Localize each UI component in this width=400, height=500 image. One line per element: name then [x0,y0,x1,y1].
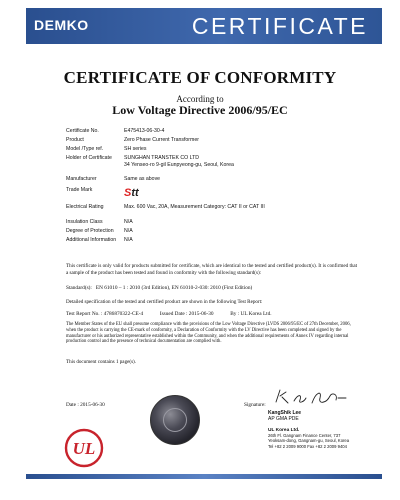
organization-block [268,428,349,449]
hologram-seal-icon [150,395,200,445]
header-banner [26,8,382,44]
signer-title: AP GMA PDE [268,416,299,422]
field-label: Certificate No. [66,128,99,134]
standards-row [66,285,252,291]
field-value: Zero Phase Current Transformer [124,137,199,143]
field-label: Electrical Rating [66,204,104,210]
issued-by: By : UL Korea Ltd. [230,311,272,317]
according-to-text: According to [176,94,224,104]
field-value: N/A [124,219,133,225]
standards-value: EN 61010 – 1 : 2010 (3rd Edition), EN 61010-2-030: 2010 (First Edition) [95,285,253,291]
banner-title: CERTIFICATE [191,13,368,39]
field-value: SH series [124,146,147,152]
field-label: Additional Information [66,237,117,243]
issued-date: Issued Date : 2015-06-30 [159,311,214,317]
field-value: N/A [124,228,133,234]
field-value: 34 Yenseo-ro 9-gil Eunpyeong-gu, Seoul, Korea [124,162,234,168]
field-value: N/A [124,237,133,243]
organization-address-1: 26th Fl. Gangnam Finance Center, 737 [268,433,341,439]
stt-trademark-logo: Stt [124,187,139,199]
field-label: Product [66,137,84,143]
field-label: Trade Mark [66,187,93,193]
page-title: CERTIFICATE OF CONFORMITY [63,68,337,87]
field-label: Insulation Class [66,219,103,225]
member-states-paragraph: The Member States of the EU shall presume compliance with the provisions of the Low Voltage Directive (LVDS 2006/95/EC of 27th December, 2006, when the product is carrying the CE-mark of conformity, a Declaration of Conformity with the LV Directive has been completed and signed by the manufacturer or his authorized representative established within the Community, and when the additional requirements of Annex IV regarding internal production control and the presence of technical documentation are complied with. [66,322,351,345]
handwritten-signature [272,386,350,408]
field-label: Holder of Certificate [66,155,112,161]
signature-label: Signature: [244,402,266,408]
signer-block [268,410,301,422]
directive-title: Low Voltage Directive 2006/95/EC [112,103,288,117]
certificate-date: Date : 2015-06-30 [66,402,105,408]
field-value: Max. 600 Vac, 20A, Measurement Category: CAT II or CAT III [124,204,265,210]
footer-strip [26,474,382,479]
validity-paragraph: This certificate is only valid for products submitted for certificate, which are identical to the tested and certified product(s). It is confirmed that a sample of the product has been tested and found in conformity with the following standard(s): [66,263,358,276]
test-report-row [66,311,272,317]
standards-label: Standard(s): [66,285,92,291]
ul-logo-text: UL [72,439,96,458]
field-label: Degree of Protection [66,228,114,234]
field-value: Same as above [124,176,161,182]
field-label: Manufacturer [66,176,97,182]
ul-logo-icon [64,428,104,468]
organization-phone: Tel +82 2 2009 9000 Fax +82 2 2009 9404 [268,443,347,449]
field-label: Model /Type ref. [66,146,104,152]
spec-paragraph: Detailed specification of the tested and certified product are shown in the following Test Report: [66,299,263,305]
organization-address-2: Yeoksam-dong, Gangnam-gu, Seoul, Korea [268,438,350,444]
demko-logo: DEMKO [34,17,89,33]
pages-note: This document contains 1 page(s). [66,359,137,365]
signer-name: KangShik Lee [268,410,302,416]
field-value: E475413-06-30-4 [124,128,165,134]
field-value: SUNGHAN TRANSTEK CO LTD [124,155,200,161]
organization-name: UL Korea Ltd. [268,428,300,433]
test-report-no: Test Report No. : 4786870322-CE-4 [66,311,144,317]
